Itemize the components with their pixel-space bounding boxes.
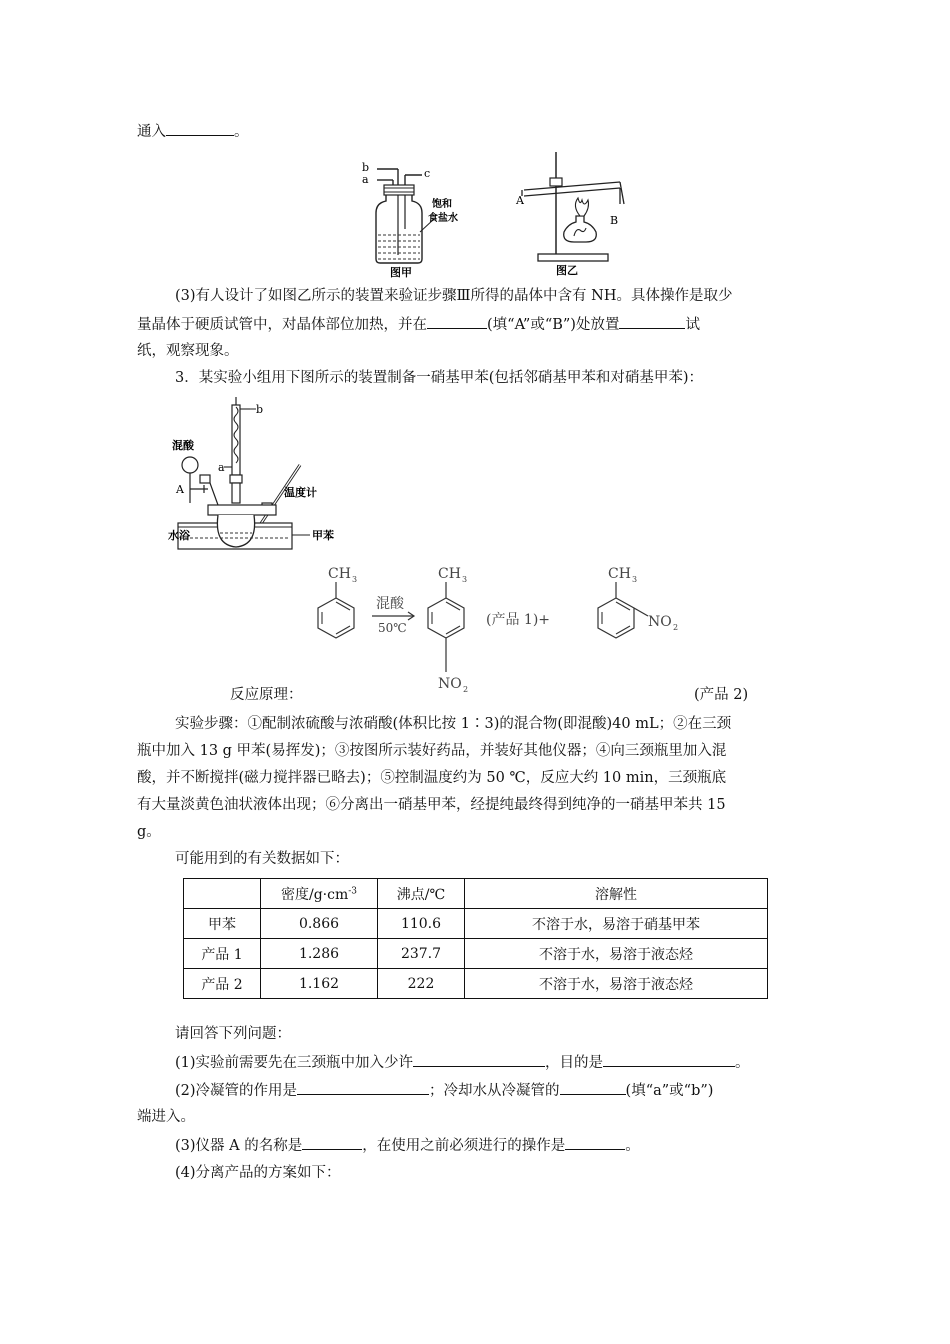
- table-header-cell: 溶解性: [465, 879, 768, 909]
- table-cell: 产品 2: [184, 969, 261, 999]
- table-cell: 不溶于水，易溶于液态烃: [465, 969, 768, 999]
- q3-prev-text-c: 试: [685, 317, 700, 333]
- reaction-scheme: [300, 560, 720, 700]
- condition-top: 混酸: [376, 596, 404, 612]
- apparatus-label-toluene: 甲苯: [312, 529, 334, 542]
- table-row: [184, 909, 768, 939]
- ch3-para: CH: [438, 566, 461, 582]
- problem3-title: 3．某实验小组用下图所示的装置制备一硝基甲苯(包括邻硝基甲苯和对硝基甲苯)：: [175, 370, 704, 386]
- table-cell: 产品 1: [184, 939, 261, 969]
- condition-bottom: 50℃: [378, 621, 407, 635]
- intro-line: [137, 121, 249, 142]
- jia-caption: 图甲: [390, 266, 412, 279]
- data-table: [183, 878, 768, 999]
- steps-line1: 实验步骤：①配制浓硫酸与浓硝酸(体积比按 1∶3)的混合物(即混酸)40 mL；②在三颈: [175, 716, 732, 732]
- steps-line3: 酸，并不断搅拌(磁力搅拌器已略去)；⑤控制温度约为 50 ℃，反应大约 10 min，三颈瓶底: [137, 770, 727, 786]
- answer-blank[interactable]: [297, 1080, 429, 1095]
- answer-blank[interactable]: [619, 314, 685, 329]
- intro-end: 。: [234, 124, 249, 140]
- q3-prev-line3: 纸，观察现象。: [137, 343, 239, 359]
- q3-prev-line2: [137, 314, 700, 335]
- table-cell: 222: [378, 969, 465, 999]
- table-cell: 110.6: [378, 909, 465, 939]
- q1-text-c: 。: [735, 1055, 750, 1071]
- table-cell: 不溶于水，易溶于硝基甲苯: [465, 909, 768, 939]
- ch3-ortho-sub: 3: [632, 575, 638, 584]
- q2-text-b: ；冷却水从冷凝管的: [429, 1083, 560, 1099]
- table-header-row: [184, 879, 768, 909]
- question-2-cont: 端进入。: [137, 1109, 195, 1125]
- q3-text-c: 。: [625, 1138, 640, 1154]
- table-header-density: [261, 879, 378, 909]
- table-header-cell: [184, 879, 261, 909]
- q3-prev-line1: (3)有人设计了如图乙所示的装置来验证步骤Ⅲ所得的晶体中含有 NH。具体操作是取少: [175, 288, 733, 304]
- q3-prev-text-a: 量晶体于硬质试管中，对晶体部位加热，并在: [137, 317, 427, 333]
- question-2: [175, 1080, 713, 1101]
- table-header-cell: 沸点/℃: [378, 879, 465, 909]
- apparatus-label-a: a: [218, 461, 225, 474]
- no2-ortho: NO: [648, 614, 672, 630]
- ch3-para-sub: 3: [462, 575, 468, 584]
- figure-jia: [360, 155, 490, 280]
- q3-text-b: ，在使用之前必须进行的操作是: [362, 1138, 566, 1154]
- ch3-ortho: CH: [608, 566, 631, 582]
- answer-blank[interactable]: [427, 314, 487, 329]
- product2-label: (产品 2): [694, 687, 749, 703]
- question-4: (4)分离产品的方案如下：: [175, 1165, 341, 1181]
- jia-liquid-2: 食盐水: [428, 213, 458, 224]
- answer-blank[interactable]: [603, 1052, 735, 1067]
- apparatus-label-b: b: [256, 403, 264, 416]
- yi-caption: 图乙: [556, 264, 578, 277]
- no2-para: NO: [438, 676, 462, 692]
- yi-label-A: A: [516, 194, 524, 207]
- table-cell: 甲苯: [184, 909, 261, 939]
- ch3-toluene-sub: 3: [352, 575, 358, 584]
- answer-blank[interactable]: [166, 121, 234, 136]
- table-cell: 1.162: [261, 969, 378, 999]
- no2-para-sub: 2: [463, 685, 469, 694]
- density-header-text: 密度/g·cm: [280, 886, 349, 903]
- data-intro: 可能用到的有关数据如下：: [175, 851, 349, 867]
- apparatus-label-thermometer: 温度计: [284, 486, 317, 499]
- jia-label-c: c: [424, 167, 431, 180]
- steps-line4: 有大量淡黄色油状液体出现；⑥分离出一硝基甲苯，经提纯最终得到纯净的一硝基甲苯共 15: [137, 797, 726, 813]
- jia-liquid-1: 饱和: [432, 199, 452, 210]
- jia-label-b: b: [362, 161, 370, 174]
- density-header-sup: -3: [348, 885, 358, 896]
- table-row: [184, 969, 768, 999]
- table-cell: 237.7: [378, 939, 465, 969]
- apparatus-label-mixacid: 混酸: [172, 439, 194, 452]
- q2-text-c: (填“a”或“b”): [625, 1083, 714, 1099]
- answer-blank[interactable]: [302, 1135, 362, 1150]
- apparatus-label-water-bath: 水浴: [168, 529, 190, 542]
- apparatus-figure: [160, 395, 360, 555]
- figure-yi: [512, 150, 632, 280]
- jia-label-a: a: [362, 173, 369, 186]
- apparatus-label-A: A: [176, 483, 184, 496]
- no2-ortho-sub: 2: [673, 623, 679, 632]
- table-row: [184, 939, 768, 969]
- question-3: [175, 1135, 640, 1156]
- q3-prev-text-b: (填“A”或“B”)处放置: [487, 317, 620, 333]
- question-1: [175, 1052, 750, 1073]
- q1-text-b: ，目的是: [545, 1055, 604, 1071]
- steps-line5: g。: [137, 824, 161, 840]
- answer-blank[interactable]: [413, 1052, 545, 1067]
- product1-label: (产品 1)+: [486, 612, 551, 628]
- intro-text: 通入: [137, 124, 166, 140]
- table-cell: 0.866: [261, 909, 378, 939]
- ch3-toluene: CH: [328, 566, 351, 582]
- principle-label: 反应原理：: [230, 687, 303, 703]
- answer-blank[interactable]: [560, 1080, 626, 1095]
- yi-label-B: B: [610, 214, 619, 227]
- questions-prompt: 请回答下列问题：: [175, 1026, 291, 1042]
- steps-line2: 瓶中加入 13 g 甲苯(易挥发)；③按图所示装好药品，并装好其他仪器；④向三颈瓶里加入混: [137, 743, 727, 759]
- q1-text-a: (1)实验前需要先在三颈瓶中加入少许: [175, 1055, 414, 1071]
- answer-blank[interactable]: [565, 1135, 625, 1150]
- q3-text-a: (3)仪器 A 的名称是: [175, 1138, 303, 1154]
- q2-text-a: (2)冷凝管的作用是: [175, 1083, 298, 1099]
- table-cell: 不溶于水，易溶于液态烃: [465, 939, 768, 969]
- table-cell: 1.286: [261, 939, 378, 969]
